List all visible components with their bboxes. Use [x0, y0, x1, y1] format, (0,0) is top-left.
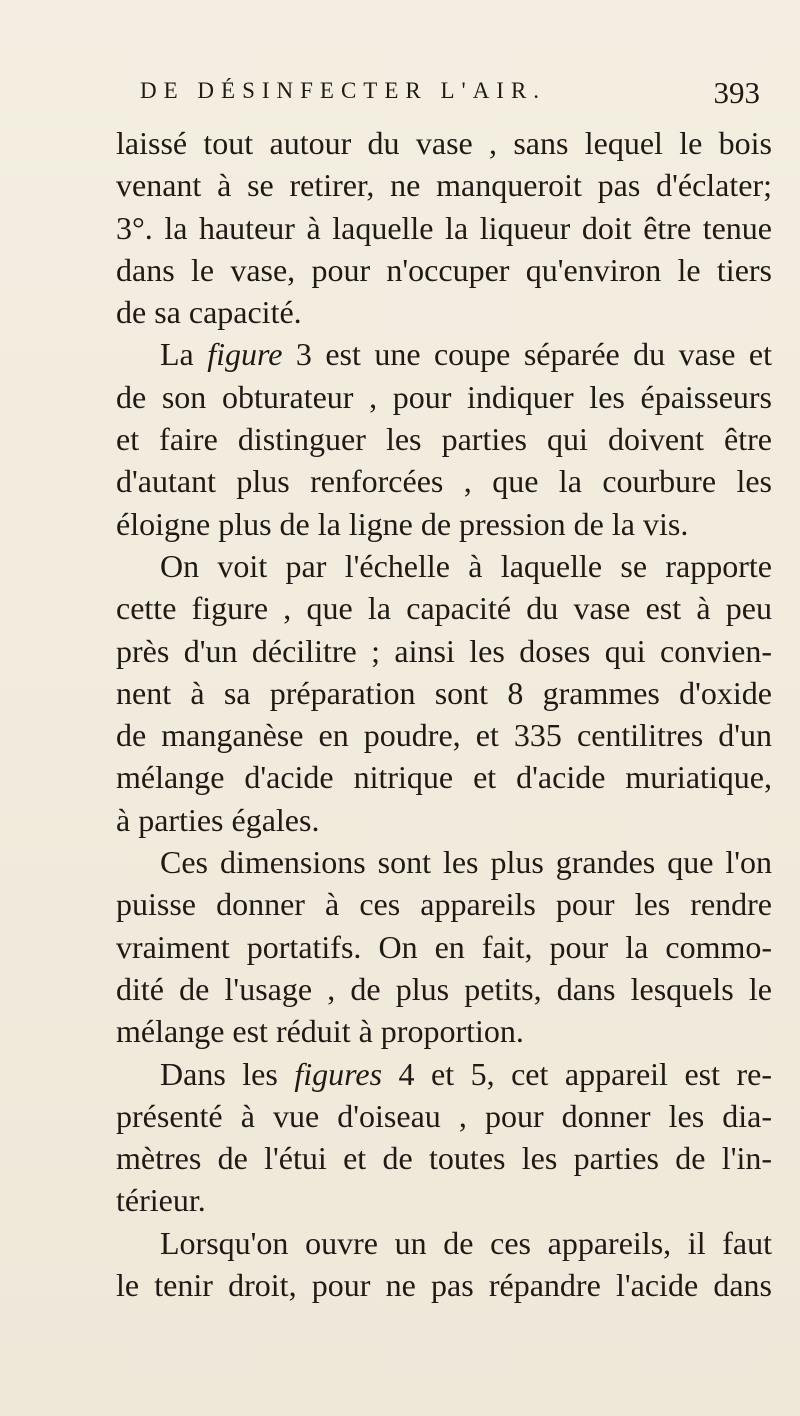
text-line: près d'un décilitre ; ainsi les doses qui convien- — [116, 632, 772, 669]
text-line: puisse donner à ces appareils pour les rendre — [116, 886, 772, 923]
text-line: d'autant plus renforcées , que la courbure les — [116, 463, 772, 500]
text-line: présenté à vue d'oiseau , pour donner les dia- — [116, 1097, 772, 1134]
text-line: Lorsqu'on ouvre un de ces appareils, il faut — [160, 1224, 772, 1261]
text-line: Ces dimensions sont les plus grandes que l'on — [160, 844, 772, 881]
text-line: cette figure , que la capacité du vase est à peu — [116, 590, 772, 627]
text-line: de manganèse en poudre, et 335 centilitres d'un — [116, 717, 772, 754]
line-text: 4 et 5, cet appareil est re- — [382, 1055, 772, 1092]
page-number: 393 — [713, 75, 760, 110]
text-line: de son obturateur , pour indiquer les épaisseurs — [116, 378, 772, 415]
line-text: La — [160, 336, 208, 373]
italic-word: figures — [294, 1055, 383, 1092]
text-line: et faire distinguer les parties qui doivent être — [116, 421, 772, 458]
italic-word: figure — [207, 336, 283, 373]
body-text — [116, 122, 772, 1306]
text-line: éloigne plus de la ligne de pression de la vis. — [116, 505, 689, 542]
text-line: térieur. — [116, 1182, 206, 1219]
text-line: mélange est réduit à proportion. — [116, 1013, 524, 1050]
line-text: Dans les — [160, 1055, 295, 1092]
line-text: 3 est une coupe séparée du vase et — [282, 336, 772, 373]
text-line: nent à sa préparation sont 8 grammes d'oxide — [116, 674, 772, 711]
text-line: On voit par l'échelle à laquelle se rapporte — [160, 547, 772, 584]
text-line: vraiment portatifs. On en fait, pour la commo- — [116, 928, 772, 965]
text-line: à parties égales. — [116, 801, 320, 838]
page-header — [140, 75, 760, 114]
text-line: mélange d'acide nitrique et d'acide muriatique, — [116, 759, 772, 796]
running-head: DE DÉSINFECTER L'AIR. — [140, 78, 547, 103]
text-line: mètres de l'étui et de toutes les parties de l'in- — [116, 1140, 772, 1177]
text-line — [116, 1053, 772, 1095]
text-line: le tenir droit, pour ne pas répandre l'acide dans — [116, 1267, 772, 1304]
text-line: venant à se retirer, ne manqueroit pas d'éclater; — [116, 167, 772, 204]
text-line: laissé tout autour du vase , sans lequel le bois — [116, 125, 772, 161]
text-line: dité de l'usage , de plus petits, dans lesquels le — [116, 970, 772, 1007]
text-line: 3°. la hauteur à laquelle la liqueur doit être tenue — [116, 209, 772, 246]
text-line: dans le vase, pour n'occuper qu'environ le tiers — [116, 251, 772, 288]
text-line — [116, 333, 772, 375]
text-line: de sa capacité. — [116, 294, 302, 331]
